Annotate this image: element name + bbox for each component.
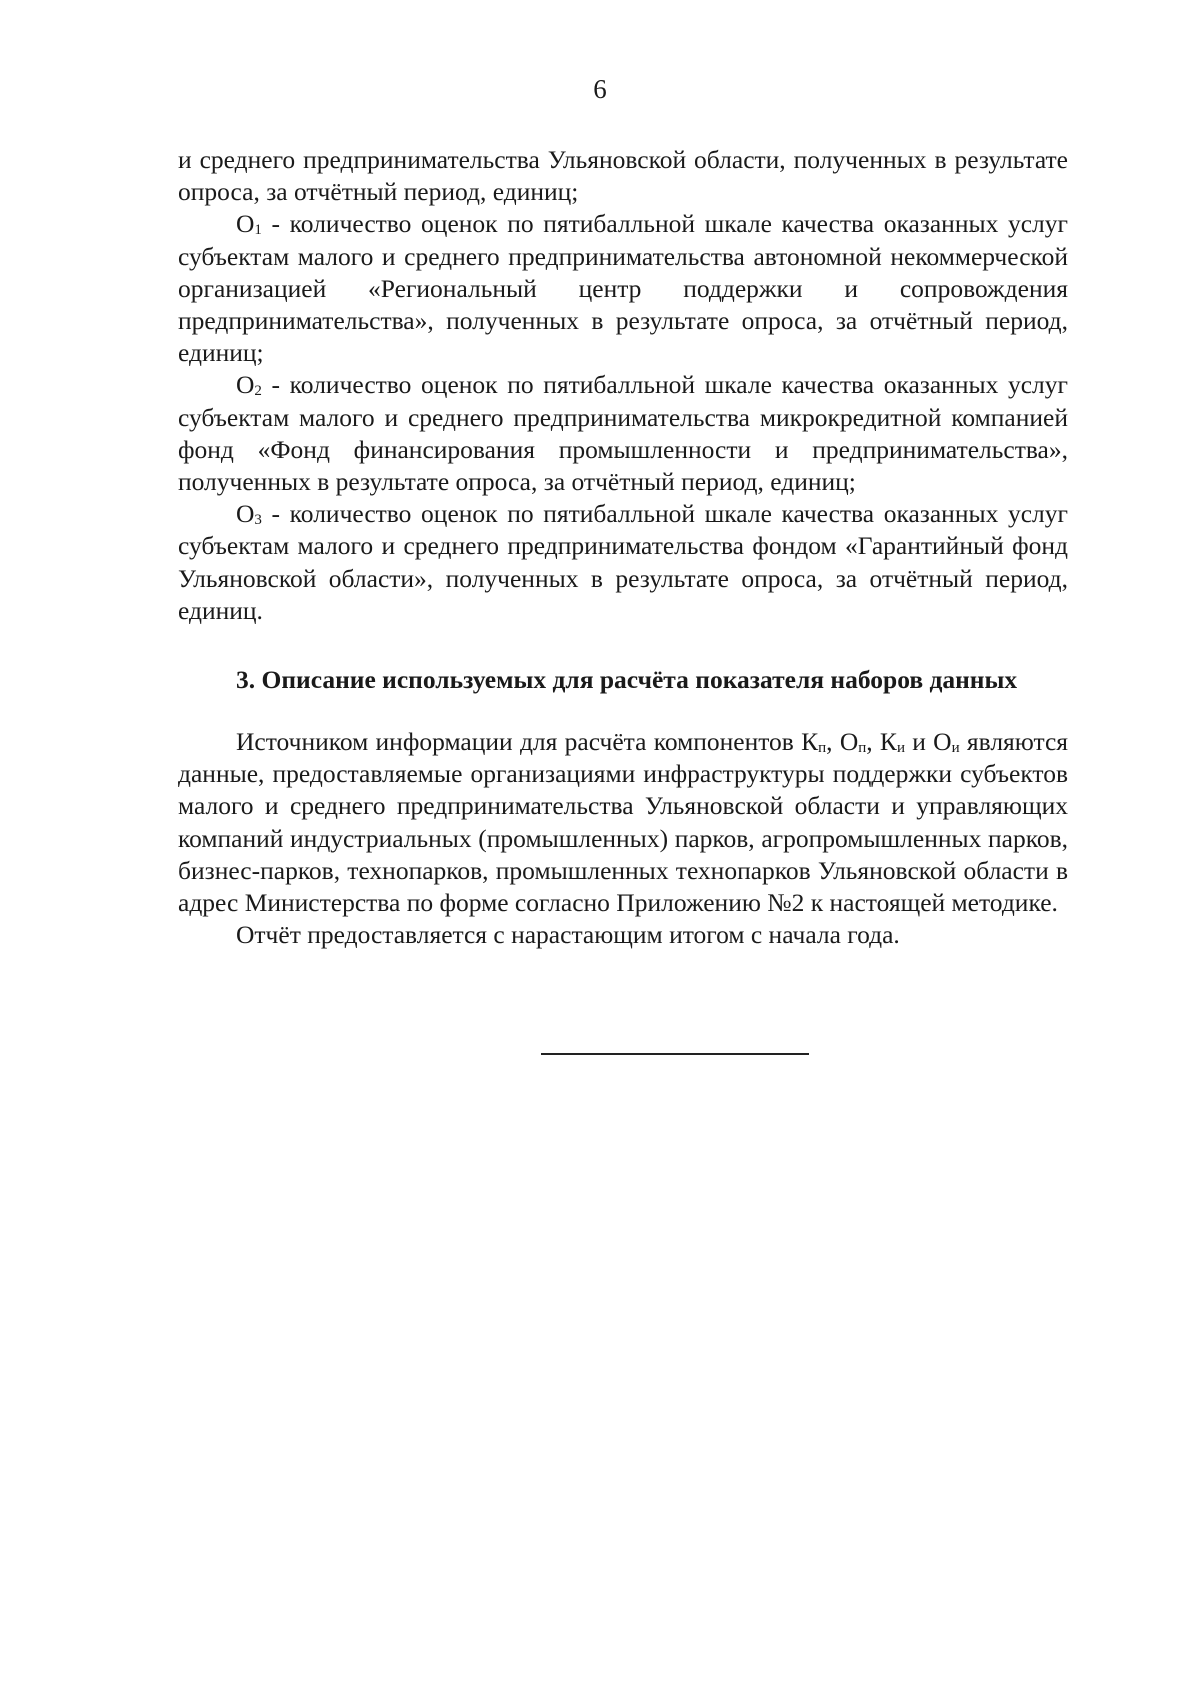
variable-subscript: п [858, 740, 867, 756]
definition-text: - количество оценок по пятибалльной шкале качества оказанных услуг субъектам малого и среднего предпринимательства фондом «Гарантийный фонд Ульяновской области», полученных в результате опроса, за отчётный период, единиц. [178, 499, 1068, 625]
variable-letter: О [236, 209, 255, 239]
variable-letter: О [236, 499, 255, 529]
variable-oi [933, 727, 959, 756]
variable-kp [801, 727, 826, 756]
variable-letter: О [236, 370, 255, 400]
variable-subscript: 3 [254, 512, 262, 529]
end-of-document-rule [541, 1053, 809, 1055]
separator: и [904, 727, 934, 756]
source-text-end: являются данные, предоставляемые организациями инфраструктуры поддержки субъектов малого и среднего предпринимательства Ульяновской области и управляющих компаний индустриальных (промышленных) парков, агропромышленных парков, бизнес-парков, технопарков, промышленных технопарков Ульяновской области в адрес Министерства по форме согласно Приложению №2 к настоящей методике. [178, 727, 1069, 918]
variable-subscript: 1 [254, 222, 262, 239]
variable-letter: О [839, 727, 859, 756]
data-sources-section [178, 726, 1068, 951]
separator: , [826, 727, 840, 756]
definition-text: - количество оценок по пятибалльной шкале качества оказанных услуг субъектам малого и среднего предпринимательства автономной некоммерческой организацией «Региональный центр поддержки и сопровождения предпринимательства», полученных в результате опроса, за отчётный период, единиц; [178, 209, 1068, 368]
variable-o1 [236, 209, 262, 238]
definition-o3 [178, 498, 1068, 627]
variable-subscript: п [818, 740, 827, 756]
section-heading: 3. Описание используемых для расчёта показателя наборов данных [236, 665, 1018, 694]
variable-letter: О [933, 727, 952, 756]
variable-o2 [236, 370, 262, 399]
report-paragraph: Отчёт предоставляется с нарастающим итогом с начала года. [236, 920, 900, 950]
page-number: 6 [593, 74, 607, 104]
definition-text: и среднего предпринимательства Ульяновской области, полученных в результате опроса, за отчётный период, единиц; [178, 145, 1068, 207]
variable-op [840, 727, 866, 756]
variable-o3 [236, 499, 262, 528]
variable-subscript: 2 [254, 383, 262, 400]
definition-text: - количество оценок по пятибалльной шкале качества оказанных услуг субъектам малого и среднего предпринимательства микрокредитной компанией фонд «Фонд финансирования промышленности и предпринимательства», полученных в результате опроса, за отчётный период, единиц; [178, 370, 1068, 497]
variable-letter: К [879, 727, 897, 756]
variable-definitions [178, 144, 1068, 627]
definition-o1 [178, 208, 1068, 369]
separator: , [866, 727, 880, 756]
definition-continuation [178, 144, 1068, 208]
variable-ki [880, 727, 905, 756]
source-text-start: Источником информации для расчёта компонентов [236, 727, 802, 756]
definition-o2 [178, 369, 1068, 498]
variable-letter: К [801, 727, 819, 756]
source-paragraph [178, 726, 1068, 919]
variable-subscript: и [896, 740, 905, 756]
variable-subscript: и [951, 740, 960, 756]
